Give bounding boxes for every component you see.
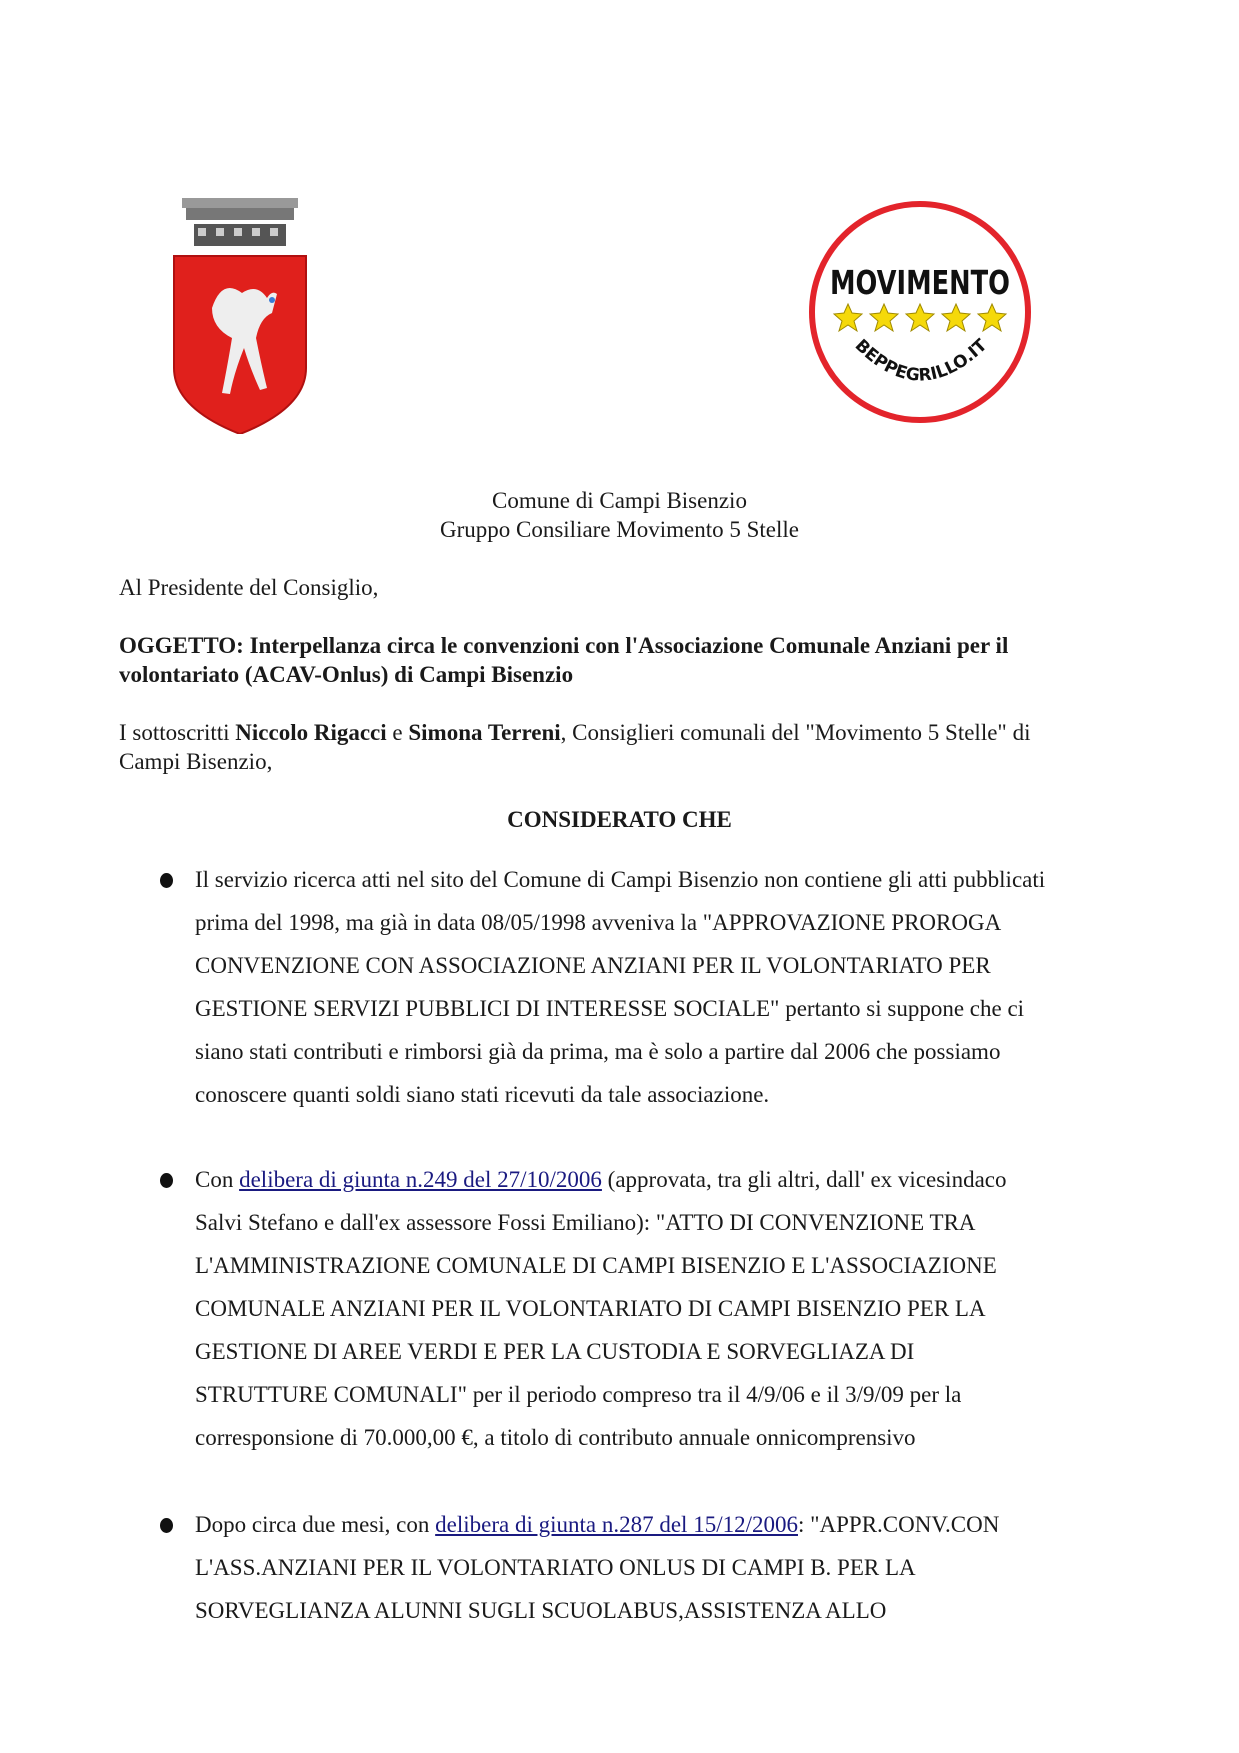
bullet-2-line: Salvi Stefano e dall'ex assessore Fossi Emiliano): "ATTO DI CONVENZIONE TRA xyxy=(195,1210,976,1235)
header-line-1: Comune di Campi Bisenzio xyxy=(492,488,747,513)
bullet-1-line: CONVENZIONE CON ASSOCIAZIONE ANZIANI PER IL VOLONTARIATO PER xyxy=(195,953,991,978)
bullet-3-line: L'ASS.ANZIANI PER IL VOLONTARIATO ONLUS DI CAMPI B. PER LA xyxy=(195,1555,916,1580)
bullet-1-line: Il servizio ricerca atti nel sito del Comune di Campi Bisenzio non contiene gli atti pubblicati xyxy=(195,867,1046,892)
bullet-1-line: prima del 1998, ma già in data 08/05/1998 avveniva la "APPROVAZIONE PROROGA xyxy=(195,910,1002,935)
delibera-287-link[interactable]: delibera di giunta n.287 del 15/12/2006 xyxy=(435,1512,798,1537)
bullet-2-line: GESTIONE DI AREE VERDI E PER LA CUSTODIA E SORVEGLIAZA DI xyxy=(195,1339,915,1364)
addressee: Al Presidente del Consiglio, xyxy=(119,575,379,600)
movimento-5-stelle-logo xyxy=(806,198,1034,426)
delibera-249-link[interactable]: delibera di giunta n.249 del 27/10/2006 xyxy=(239,1167,602,1192)
bullet-1-line: conoscere quanti soldi siano stati ricevuti da tale associazione. xyxy=(195,1082,770,1107)
bullet-2-line: COMUNALE ANZIANI PER IL VOLONTARIATO DI CAMPI BISENZIO PER LA xyxy=(195,1296,986,1321)
subject-label: OGGETTO: xyxy=(119,633,244,658)
signer-name: Simona Terreni xyxy=(408,720,561,745)
intro-text: I sottoscritti xyxy=(119,720,236,745)
section-title: CONSIDERATO CHE xyxy=(507,807,732,832)
bullet-2-line: corresponsione di 70.000,00 €, a titolo di contributo annuale onnicomprensivo xyxy=(195,1425,916,1450)
bullet-text: : "APPR.CONV.CON xyxy=(797,1512,1000,1537)
intro-line-2: Campi Bisenzio, xyxy=(119,749,273,774)
intro-text: , Consiglieri comunali del "Movimento 5 Stelle" di xyxy=(560,720,1031,745)
signer-name: Niccolo Rigacci xyxy=(235,720,387,745)
svg-text:MOVIMENTO: MOVIMENTO xyxy=(830,263,1010,302)
subject-line-1 xyxy=(119,632,1008,660)
svg-text:BEPPEGRILLO.IT: BEPPEGRILLO.IT xyxy=(850,335,992,386)
bullet-2-line: STRUTTURE COMUNALI" per il periodo compreso tra il 4/9/06 e il 3/9/09 per la xyxy=(195,1382,962,1407)
bullet-2-line: L'AMMINISTRAZIONE COMUNALE DI CAMPI BISENZIO E L'ASSOCIAZIONE xyxy=(195,1253,997,1278)
bullet-icon xyxy=(160,1518,173,1533)
header-line-2: Gruppo Consiliare Movimento 5 Stelle xyxy=(439,517,799,542)
bullet-1-line: siano stati contributi e rimborsi già da prima, ma è solo a partire dal 2006 che possiamo xyxy=(195,1039,1001,1064)
bullet-1-line: GESTIONE SERVIZI PUBBLICI DI INTERESSE SOCIALE" pertanto si suppone che ci xyxy=(195,996,1025,1021)
subject-text: Interpellanza circa le convenzioni con l'Associazione Comunale Anziani per il xyxy=(243,633,1009,658)
bullet-text: (approvata, tra gli altri, dall' ex vicesindaco xyxy=(601,1167,1007,1192)
bullet-3-line: SORVEGLIANZA ALUNNI SUGLI SCUOLABUS,ASSISTENZA ALLO xyxy=(195,1598,887,1623)
intro-line-1 xyxy=(119,719,1030,747)
intro-text: e xyxy=(386,720,409,745)
bullet-text: Dopo circa due mesi, con xyxy=(195,1512,436,1537)
subject-line-2: volontariato (ACAV-Onlus) di Campi Bisenzio xyxy=(119,662,574,687)
bullet-text: Con xyxy=(195,1167,240,1192)
bullet-icon xyxy=(160,1173,173,1188)
bullet-2-line xyxy=(195,1166,1007,1194)
bullet-icon xyxy=(160,873,173,888)
campi-bisenzio-crest-logo xyxy=(172,198,308,434)
bullet-3-line xyxy=(195,1511,999,1539)
